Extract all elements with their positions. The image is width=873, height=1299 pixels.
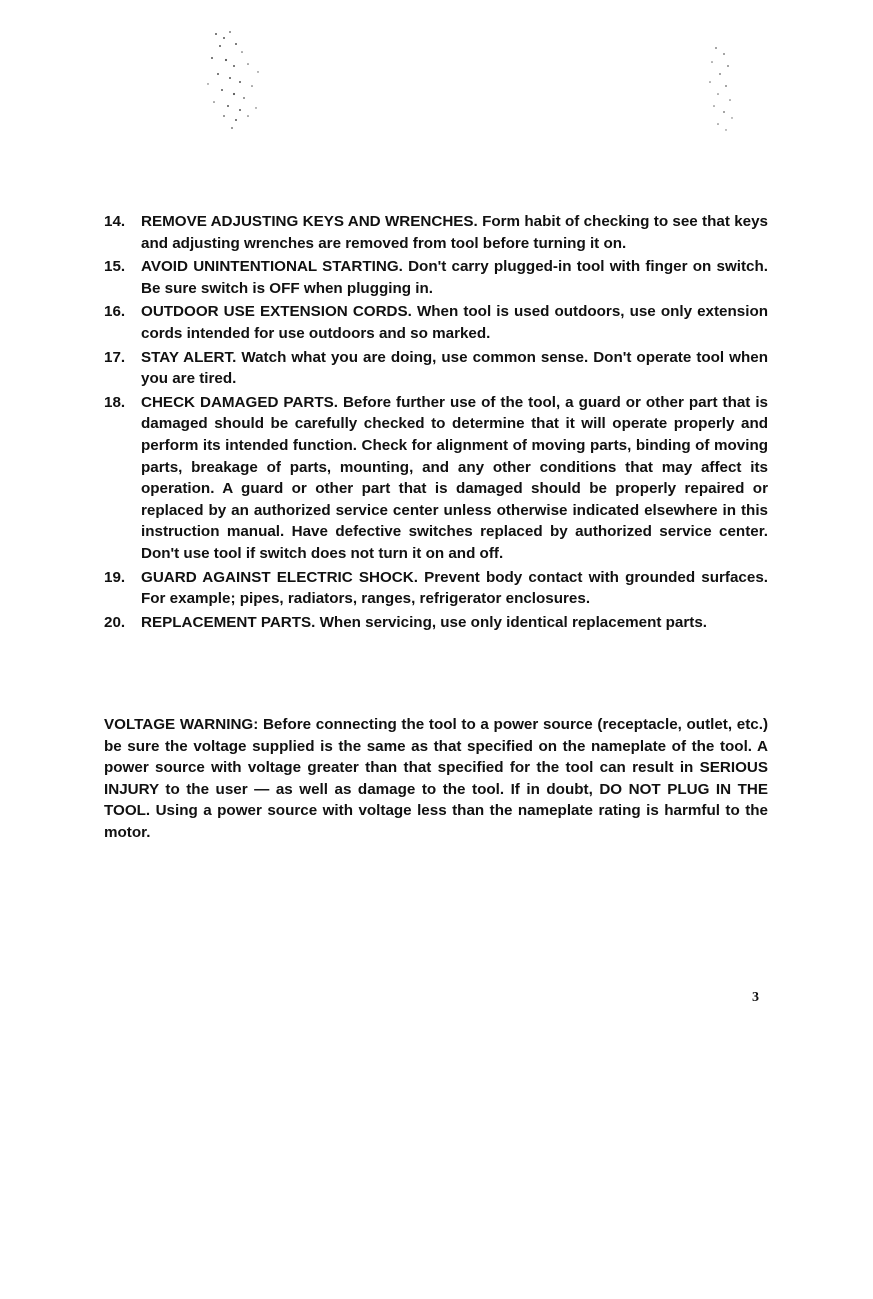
- scan-speckle-right: [698, 42, 748, 134]
- safety-rule-16: [104, 301, 768, 344]
- rule-text: REPLACEMENT PARTS. When servicing, use only identical replacement parts.: [141, 613, 708, 631]
- rule-text: AVOID UNINTENTIONAL STARTING. Don't carry plugged-in tool with finger on switch. Be sure switch is OFF when plugging in.: [141, 258, 768, 297]
- rule-text: GUARD AGAINST ELECTRIC SHOCK. Prevent body contact with grounded surfaces. For example; pipes, radiators, ranges, refrigerator enclosures.: [141, 568, 768, 608]
- rule-number: 20.: [104, 613, 126, 631]
- scan-speckle-left: [196, 24, 276, 136]
- rule-text: OUTDOOR USE EXTENSION CORDS. When tool is used outdoors, use only extension cords intended for use outdoors and so marked.: [141, 303, 768, 342]
- rule-number: 17.: [104, 348, 126, 366]
- safety-rule-20: [104, 612, 768, 634]
- rule-number: 14.: [104, 213, 126, 230]
- rule-text: REMOVE ADJUSTING KEYS AND WRENCHES. Form habit of checking to see that keys and adjusting wrenches are removed from tool before turning it on.: [141, 213, 768, 252]
- rule-number: 19.: [104, 568, 126, 586]
- safety-rule-17: [104, 347, 768, 390]
- rule-number: 16.: [104, 303, 126, 321]
- safety-rules-list: [104, 211, 768, 635]
- safety-rule-14: [104, 211, 768, 254]
- safety-rule-18: [104, 392, 768, 565]
- rule-text: CHECK DAMAGED PARTS. Before further use of the tool, a guard or other part that is damaged should be carefully checked to determine that it will operate properly and perform its intended function. Check for alignment of moving parts, binding of moving parts, breakage of parts, mounting, and any other conditions that may affect its operation. A guard or other part that is damaged should be properly repaired or replaced by an authorized service center unless otherwise indicated elsewhere in this instruction manual. Have defective switches replaced by authorized service center. Don't use tool if switch does not turn it on and off.: [141, 393, 768, 562]
- rule-number: 15.: [104, 258, 126, 276]
- safety-rule-19: [104, 567, 768, 610]
- rule-number: 18.: [104, 393, 126, 411]
- voltage-warning: VOLTAGE WARNING: Before connecting the tool to a power source (receptacle, outlet, etc.) be sure the voltage supplied is the same as that specified on the nameplate of the tool. A power source with voltage greater than that specified for the tool can result in SERIOUS INJURY to the user — as well as damage to the tool. If in doubt, DO NOT PLUG IN THE TOOL. Using a power source with voltage less than the nameplate rating is harmful to the motor.: [104, 716, 768, 841]
- safety-rule-15: [104, 256, 768, 299]
- rule-text: STAY ALERT. Watch what you are doing, use common sense. Don't operate tool when you are tired.: [141, 348, 768, 388]
- page-number: 3: [752, 990, 759, 1005]
